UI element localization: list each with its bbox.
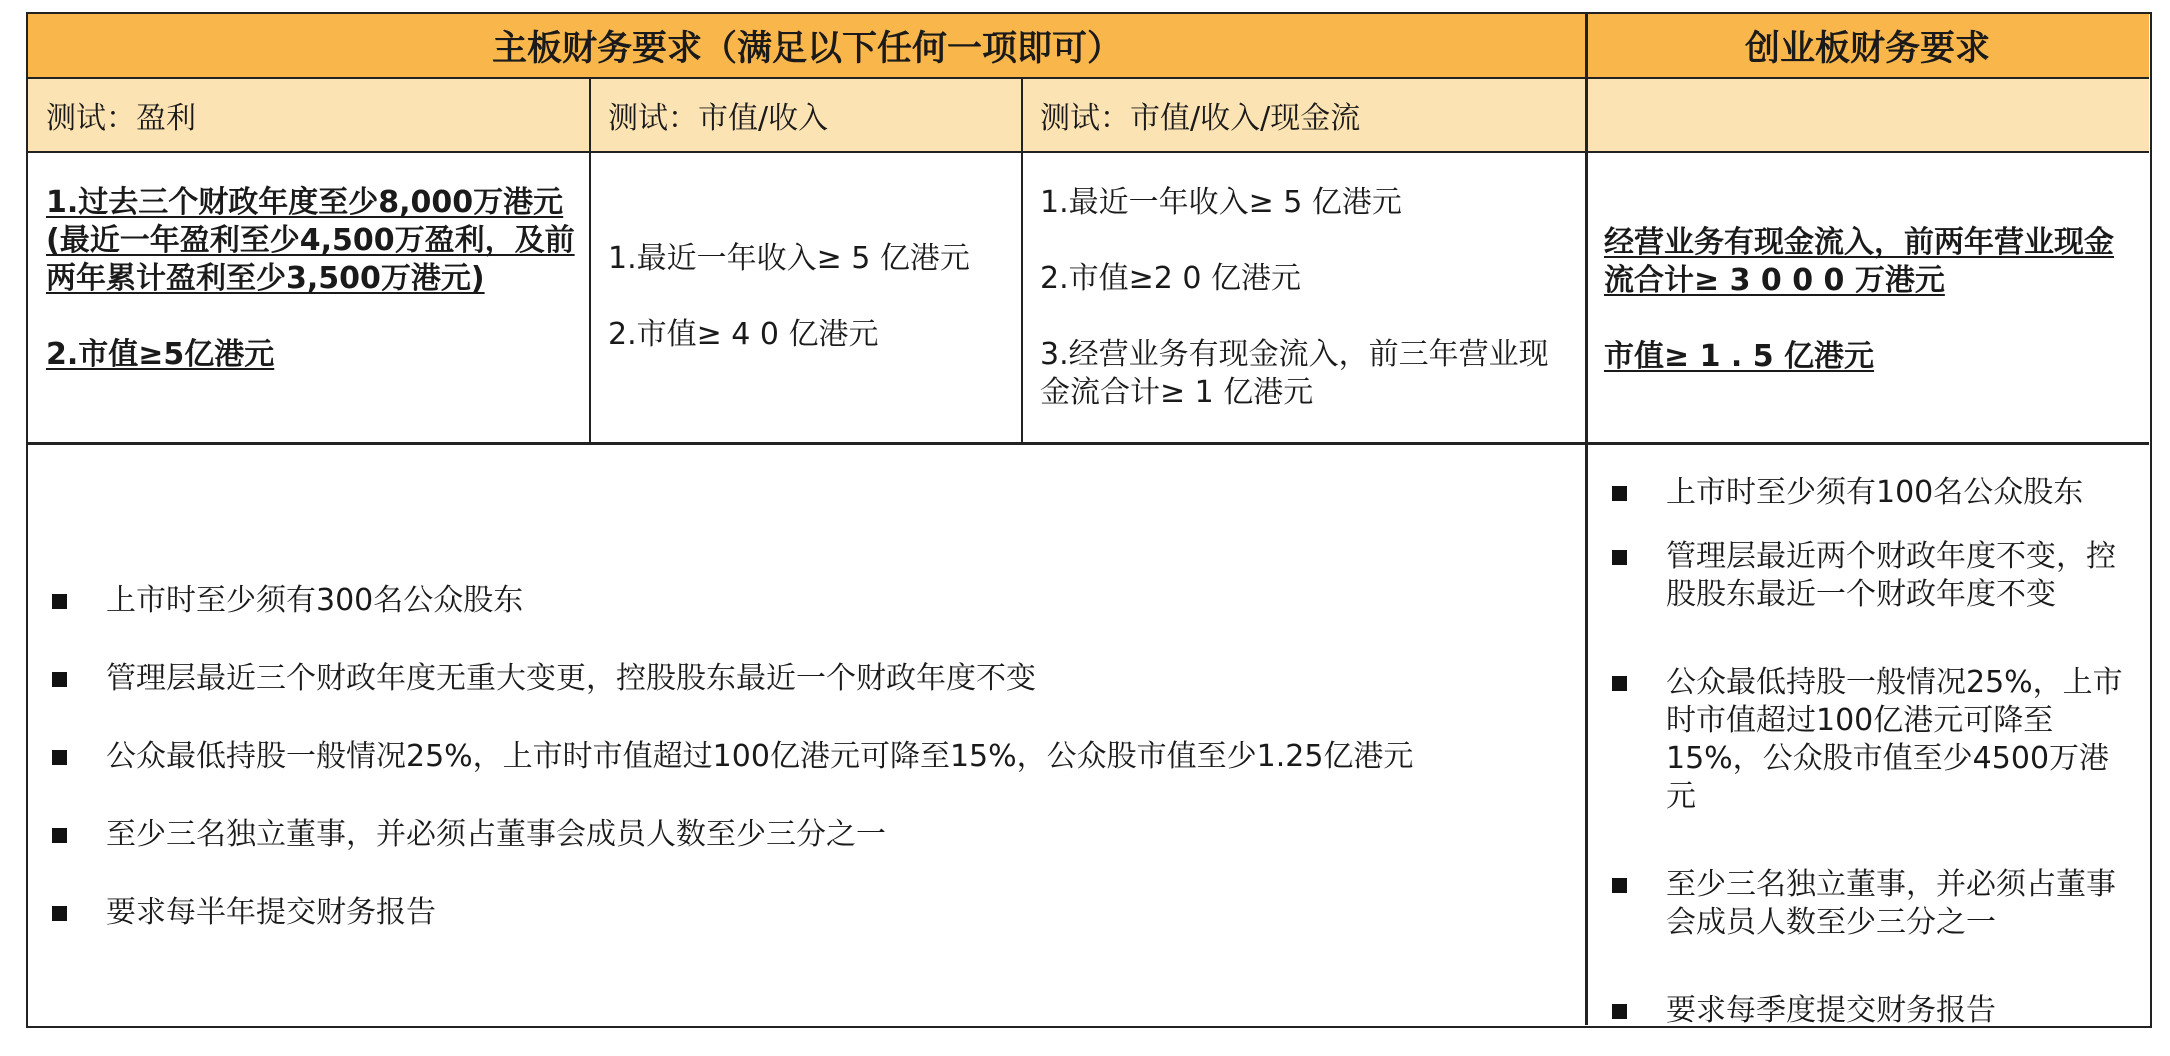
bullet-square-icon bbox=[52, 594, 67, 609]
gem-requirements-list bbox=[1606, 474, 2136, 1030]
gem-requirement-item-text: 至少三名独立董事，并必须占董事会成员人数至少三分之一 bbox=[1666, 867, 2116, 940]
gem-test-label bbox=[1586, 78, 2149, 152]
main-board-requirement-item-text: 要求每半年提交财务报告 bbox=[106, 895, 436, 930]
gem-header bbox=[1586, 14, 2149, 78]
gem-requirement-item-text: 上市时至少须有100名公众股东 bbox=[1666, 475, 2084, 510]
main-board-requirement-item bbox=[46, 660, 1566, 698]
test-cap-revenue-cashflow-header bbox=[1022, 78, 1586, 152]
divider bbox=[1021, 78, 1023, 443]
divider bbox=[28, 151, 2149, 153]
main-board-title: 主板财务要求（满足以下任何一项即可） bbox=[491, 29, 1122, 69]
main-board-requirement-item-text: 上市时至少须有300名公众股东 bbox=[106, 583, 524, 618]
divider bbox=[589, 78, 591, 443]
bullet-square-icon bbox=[1612, 676, 1627, 691]
bullet-square-icon bbox=[52, 672, 67, 687]
gem-test-header bbox=[1586, 78, 2149, 152]
gem-requirement-item bbox=[1606, 664, 2136, 816]
cap-revenue-criteria bbox=[608, 240, 1008, 354]
gem-requirements bbox=[1606, 474, 2136, 1030]
bullet-square-icon bbox=[52, 906, 67, 921]
main-board-requirement-item-text: 管理层最近三个财政年度无重大变更，控股股东最近一个财政年度不变 bbox=[106, 661, 1036, 696]
bullet-square-icon bbox=[1612, 486, 1627, 501]
test-cap-revenue-label: 测试：市值/收入 bbox=[608, 101, 829, 136]
gem-requirement-item bbox=[1606, 538, 2136, 614]
main-board-requirement-item-text: 公众最低持股一般情况25%，上市时市值超过100亿港元可降至15%，公众股市值至少1.25亿港元 bbox=[106, 739, 1414, 774]
bullet-square-icon bbox=[1612, 550, 1627, 565]
divider bbox=[28, 442, 2149, 445]
cap-revenue-criteria-line1: 1.最近一年收入≥ 5 亿港元 bbox=[608, 241, 970, 276]
gem-requirement-item bbox=[1606, 866, 2136, 942]
cap-revenue-criteria-line2: 2.市值≥ 4 0 亿港元 bbox=[608, 317, 879, 352]
gem-requirement-item bbox=[1606, 474, 2136, 512]
main-board-requirements-list bbox=[46, 582, 1566, 932]
main-board-requirements bbox=[46, 582, 1566, 932]
cap-revenue-cashflow-criteria-line1: 1.最近一年收入≥ 5 亿港元 bbox=[1040, 185, 1402, 220]
gem-requirement-item-text: 公众最低持股一般情况25%，上市时市值超过100亿港元可降至15%，公众股市值至少4500万港元 bbox=[1666, 665, 2123, 814]
gem-criteria-line1: 经营业务有现金流入，前两年营业现金流合计≥ 3 0 0 0 万港元 bbox=[1604, 225, 2114, 298]
cap-revenue-cashflow-criteria bbox=[1040, 184, 1570, 412]
main-board-requirement-item bbox=[46, 816, 1566, 854]
cap-revenue-cashflow-criteria-line3: 3.经营业务有现金流入，前三年营业现金流合计≥ 1 亿港元 bbox=[1040, 337, 1549, 410]
profit-criteria-line3: 2.市值≥5亿港元 bbox=[46, 337, 275, 372]
profit-criteria-line1: 1.过去三个财政年度至少8,000万港元 bbox=[46, 185, 564, 220]
listing-requirements-table bbox=[26, 12, 2152, 1028]
main-board-requirement-item bbox=[46, 738, 1566, 776]
bullet-square-icon bbox=[1612, 1004, 1627, 1019]
bullet-square-icon bbox=[52, 828, 67, 843]
main-board-requirement-item bbox=[46, 894, 1566, 932]
main-board-requirement-item bbox=[46, 582, 1566, 620]
test-cap-revenue-cashflow-label: 测试：市值/收入/现金流 bbox=[1040, 101, 1361, 136]
test-profit-label: 测试：盈利 bbox=[46, 101, 196, 136]
bullet-square-icon bbox=[52, 750, 67, 765]
gem-requirement-item bbox=[1606, 992, 2136, 1030]
bullet-square-icon bbox=[1612, 878, 1627, 893]
gem-requirement-item-text: 要求每季度提交财务报告 bbox=[1666, 993, 1996, 1028]
cap-revenue-cashflow-criteria-line2: 2.市值≥2 0 亿港元 bbox=[1040, 261, 1302, 296]
gem-requirement-item-text: 管理层最近两个财政年度不变，控股股东最近一个财政年度不变 bbox=[1666, 539, 2116, 612]
main-board-header bbox=[28, 14, 1586, 78]
profit-criteria-line2: (最近一年盈利至少4,500万盈利，及前两年累计盈利至少3,500万港元) bbox=[46, 223, 575, 296]
divider bbox=[28, 77, 2149, 79]
divider bbox=[1585, 14, 1588, 1025]
gem-criteria-line2: 市值≥ 1 . 5 亿港元 bbox=[1604, 339, 1875, 374]
test-cap-revenue-header bbox=[590, 78, 1022, 152]
gem-criteria bbox=[1604, 224, 2134, 376]
profit-criteria bbox=[46, 184, 576, 374]
test-profit-header bbox=[28, 78, 590, 152]
main-board-requirement-item-text: 至少三名独立董事，并必须占董事会成员人数至少三分之一 bbox=[106, 817, 886, 852]
gem-title: 创业板财务要求 bbox=[1744, 29, 1990, 69]
